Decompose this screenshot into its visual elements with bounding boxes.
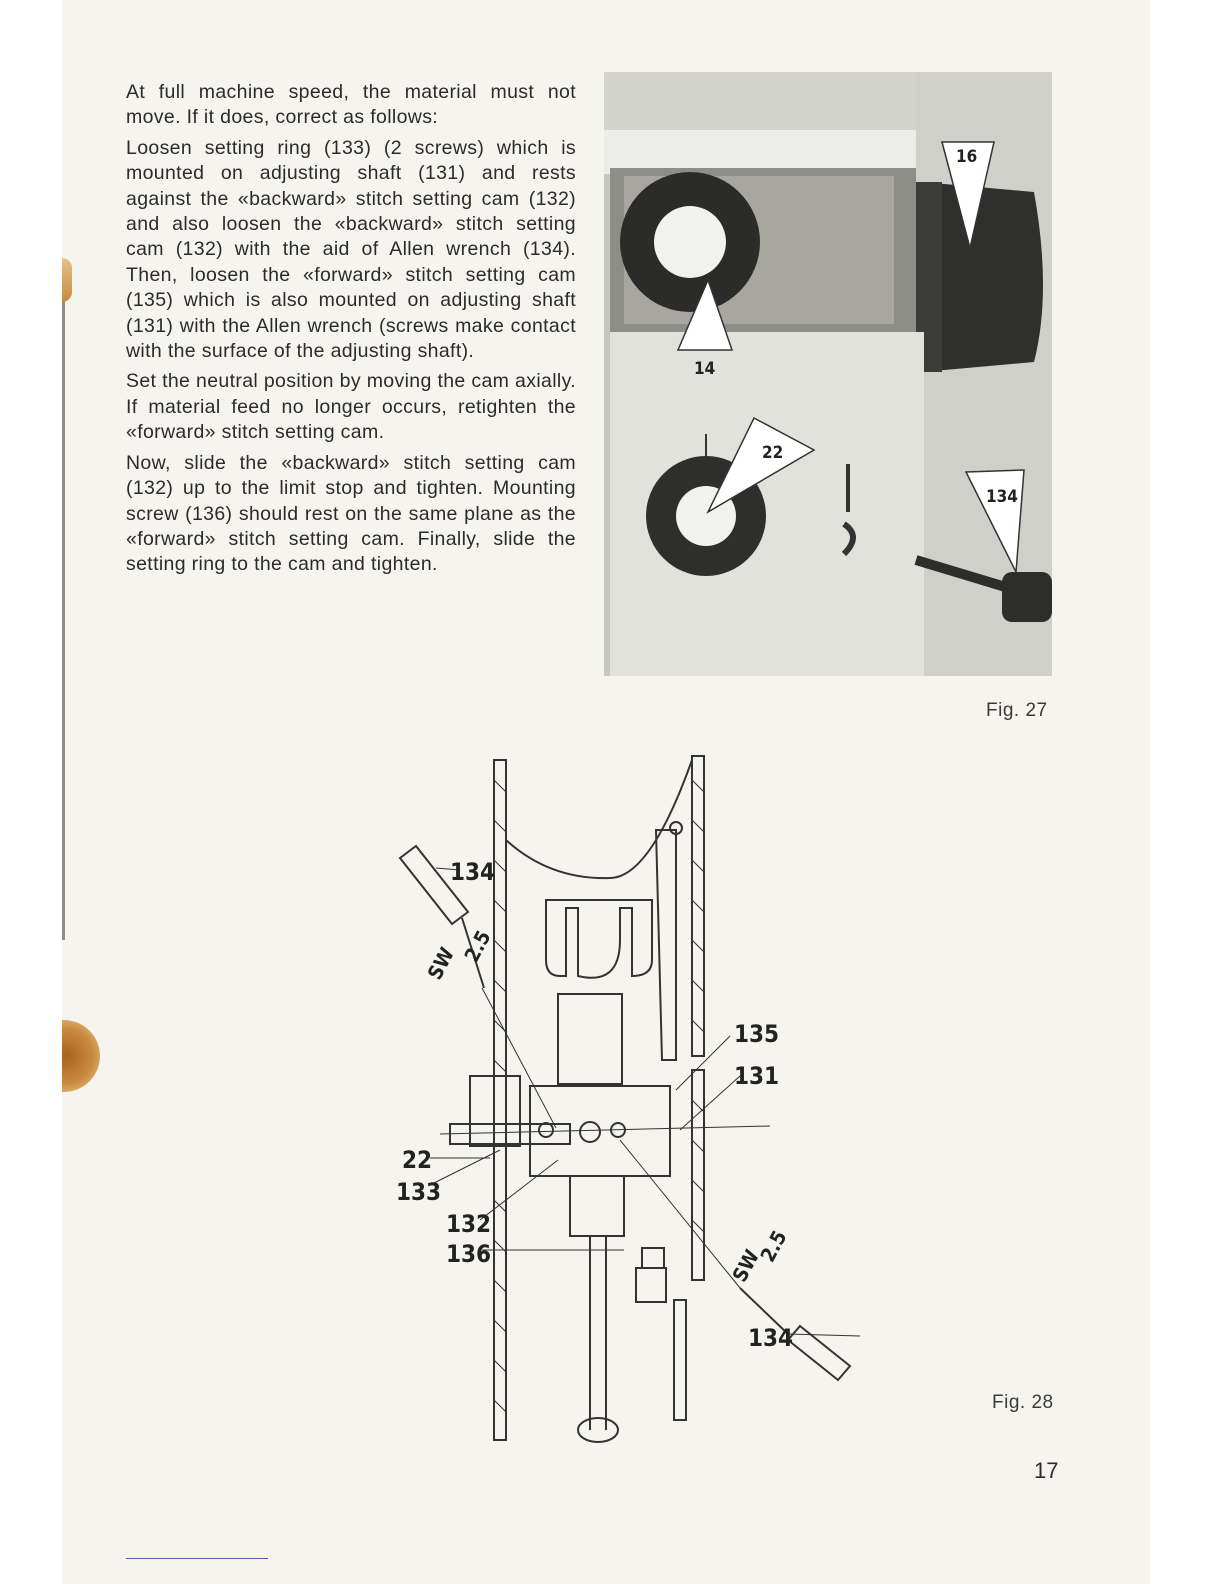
label-136: 136 [446,1240,492,1268]
paragraph: Set the neutral position by moving the cam axially. If material feed no longer occurs, retighten the «forward» stitch setting cam. [126,370,576,444]
figure-27-caption: Fig. 27 [986,700,1048,721]
figure-27-photo [604,72,1052,676]
binding-edge-shadow [62,260,65,940]
label-size-bottom: 2.5 [755,1226,792,1266]
callout-134: 134 [986,487,1018,507]
label-133: 133 [396,1178,442,1206]
mechanism-diagram [380,740,900,1460]
instruction-text [126,80,576,583]
paragraph: Loosen setting ring (133) (2 screws) which is mounted on adjusting shaft (131) and rests against the «backward» stitch setting cam (132) and also loosen the «backward» stitch setting cam (132) with the aid of Allen wrench (134). Then, loosen the «forward» stitch setting cam (135) which is also mounted on adjusting shaft (131) with the Allen wrench (screws make contact with the surface of the adjusting shaft). [126,136,576,363]
label-135: 135 [734,1020,780,1048]
stain-mark [62,258,72,302]
label-22: 22 [402,1146,433,1174]
callout-14: 14 [694,359,716,379]
figure-28-diagram [380,740,900,1460]
figure-28-caption: Fig. 28 [992,1392,1054,1413]
paragraph: At full machine speed, the material must not move. If it does, correct as follows: [126,81,576,129]
machine-photo [604,72,1052,676]
paragraph: Now, slide the «backward» stitch setting cam (132) up to the limit stop and tighten. Mounting screw (136) should rest on the same plane as the «forward» stitch setting cam. Finally, slide the setting ring to the cam and tighten. [126,451,576,576]
label-sw-top: SW [422,943,460,984]
label-size-top: 2.5 [459,926,496,966]
label-134-bottom: 134 [748,1324,794,1352]
callout-22: 22 [762,443,784,463]
footer-rule [126,1558,268,1559]
label-134-top: 134 [450,858,496,886]
callout-16: 16 [956,147,978,167]
label-sw-bottom: SW [727,1245,764,1286]
label-131: 131 [734,1062,780,1090]
page-number: 17 [1034,1458,1059,1483]
label-132: 132 [446,1210,492,1238]
